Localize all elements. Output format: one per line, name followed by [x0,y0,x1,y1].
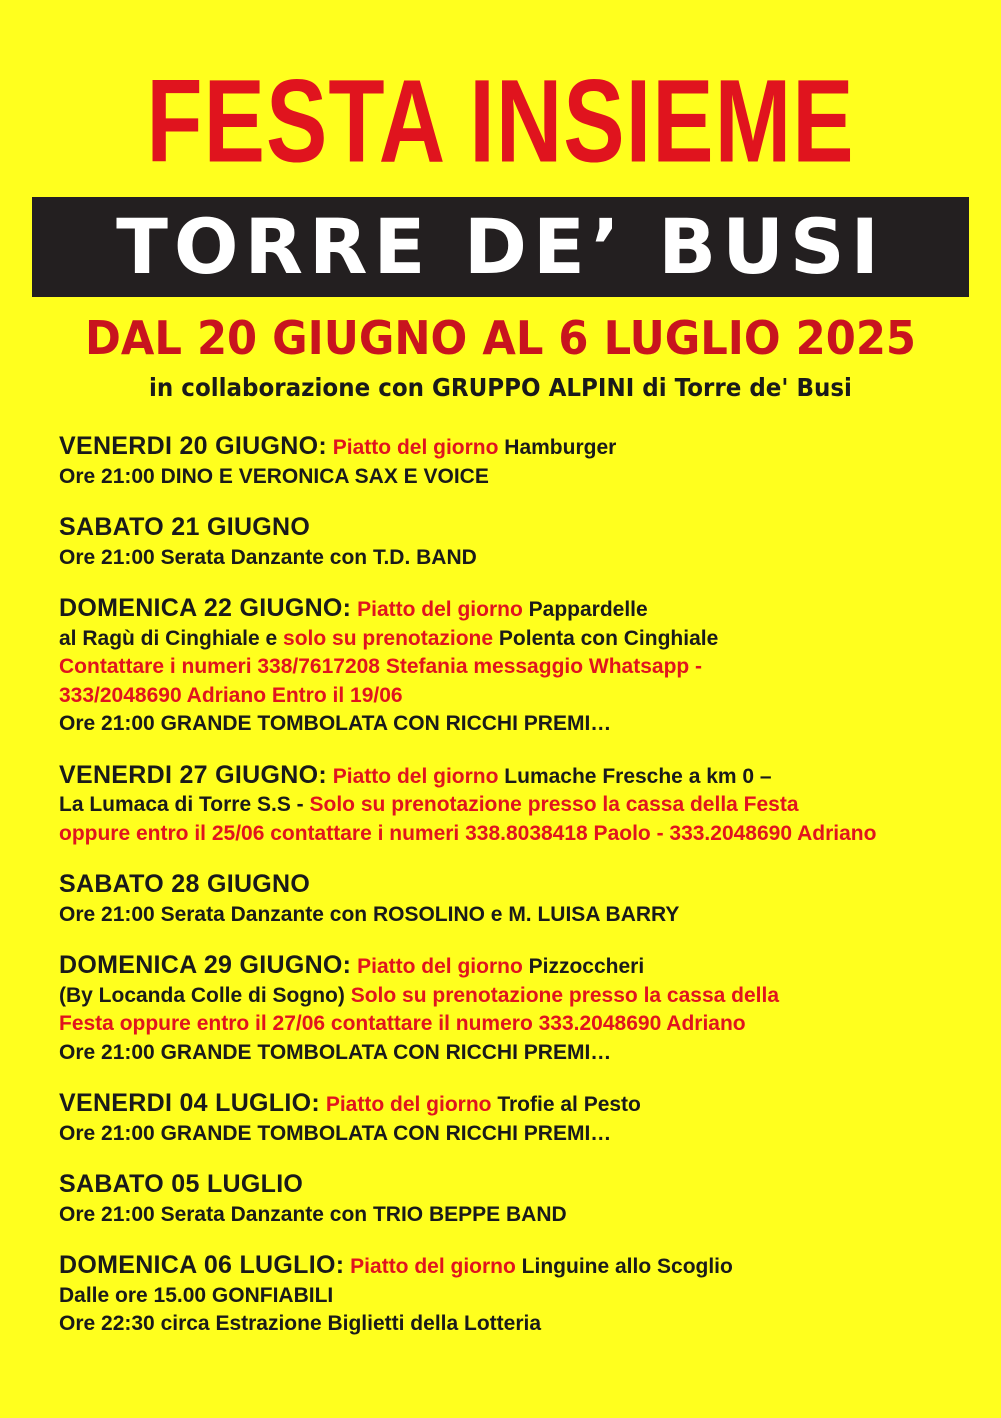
event-heading-segment: Trofie al Pesto [491,1093,641,1116]
event-heading-segment: Piatto del giorno [351,955,523,978]
event-date-heading: VENERDI 04 LUGLIO: [59,1089,320,1117]
event-heading-segment: Lumache Fresche a km 0 – [498,764,772,788]
event-detail-line [59,625,989,654]
event-detail-text: Ore 21:00 GRANDE TOMBOLATA CON RICCHI PREMI… [59,712,612,735]
event-detail-line [59,791,989,820]
event-detail-line [59,682,989,711]
event-detail-text: Ore 21:00 GRANDE TOMBOLATA CON RICCHI PREMI… [59,1121,612,1145]
event-detail-text: solo su prenotazione [283,626,494,650]
event-date-heading: SABATO 28 GIUGNO [59,870,311,898]
event-heading-segment: Piatto del giorno [320,1093,492,1116]
event-item [59,759,989,849]
event-item [59,1087,989,1148]
event-detail-line [59,1310,989,1339]
event-detail-text: Solo su prenotazione presso la cassa della [350,983,780,1007]
event-date-heading: SABATO 21 GIUGNO [59,513,311,541]
event-detail-text: Festa oppure entro il 27/06 contattare il numero 333.2048690 Adriano [59,1012,746,1035]
event-heading-segment: Piatto del giorno [326,436,499,459]
event-detail-text: (By Locanda Colle di Sogno) [59,983,351,1007]
event-detail-line [59,1282,989,1311]
event-detail-text: 333/2048690 Adriano Entro il 19/06 [59,683,403,707]
event-item [59,1249,989,1339]
event-heading-line [59,592,989,625]
event-detail-line [59,544,989,573]
event-detail-text: Dalle ore 15.00 GONFIABILI [59,1283,334,1307]
event-detail-line [59,710,989,739]
event-heading-line [59,949,989,982]
event-detail-text: Solo su prenotazione presso la cassa della Festa [309,793,799,816]
event-detail-line [59,820,989,849]
event-detail-text: Ore 21:00 DINO E VERONICA SAX E VOICE [59,464,489,488]
event-detail-line [59,1201,989,1230]
event-heading-segment: Hamburger [498,436,617,459]
event-detail-line [59,463,989,492]
event-detail-text: Ore 21:00 Serata Danzante con T.D. BAND [59,545,477,569]
event-heading-segment: Piatto del giorno [344,1255,516,1278]
event-heading-segment: Pappardelle [522,598,648,621]
event-detail-line [59,1120,989,1149]
event-item [59,868,989,929]
event-heading-line [59,1087,989,1120]
event-date-heading: DOMENICA 06 LUGLIO: [59,1251,345,1279]
event-date-heading: VENERDI 27 GIUGNO: [59,760,327,789]
event-detail-text: Ore 21:00 GRANDE TOMBOLATA CON RICCHI PREMI… [59,1040,612,1064]
event-detail-line [59,901,989,930]
event-heading-line [59,868,989,901]
event-detail-line [59,982,989,1011]
event-date-heading: DOMENICA 29 GIUGNO: [59,951,352,979]
event-detail-line [59,1039,989,1068]
event-detail-text: al Ragù di Cinghiale e [59,626,284,650]
event-detail-text: oppure entro il 25/06 contattare i numeri 338.8038418 Paolo - 333.2048690 Adriano [59,821,877,845]
location-banner [32,197,969,297]
event-item [59,1168,989,1229]
event-detail-text: Ore 21:00 Serata Danzante con ROSOLINO e M. LUISA BARRY [59,902,680,926]
event-heading-line [59,1249,989,1282]
event-heading-line [59,1168,989,1201]
event-heading-segment: Linguine allo Scoglio [515,1255,733,1278]
event-heading-line [59,759,989,792]
event-detail-text: Contattare i numeri 338/7617208 Stefania messaggio Whatsapp - [59,655,703,678]
event-heading-segment: Piatto del giorno [351,598,523,621]
event-detail-text: Ore 22:30 circa Estrazione Biglietti della Lotteria [59,1312,542,1335]
event-detail-line [59,1010,989,1039]
event-item [59,592,989,739]
event-heading-segment: Pizzoccheri [522,955,645,978]
event-date-heading: VENERDI 20 GIUGNO: [59,432,327,460]
collaboration-note: in collaborazione con GRUPPO ALPINI di Torre de' Busi [149,373,852,402]
event-schedule [59,430,989,1359]
location-name: TORRE DE’ BUSI [116,202,885,291]
event-item [59,511,989,572]
event-date-heading: SABATO 05 LUGLIO [59,1170,304,1198]
event-heading-line [59,430,989,463]
event-heading-segment: Piatto del giorno [326,764,499,788]
event-detail-text: Ore 21:00 Serata Danzante con TRIO BEPPE BAND [59,1202,567,1226]
event-detail-text: Polenta con Cinghiale [493,626,719,650]
festival-dates: DAL 20 GIUGNO AL 6 LUGLIO 2025 [84,311,916,365]
event-date-heading: DOMENICA 22 GIUGNO: [59,594,352,622]
poster-title: FESTA INSIEME [146,56,855,188]
event-detail-line [59,653,989,682]
event-item [59,949,989,1067]
event-heading-line [59,511,989,544]
event-detail-text: La Lumaca di Torre S.S - [59,793,310,816]
event-item [59,430,989,491]
